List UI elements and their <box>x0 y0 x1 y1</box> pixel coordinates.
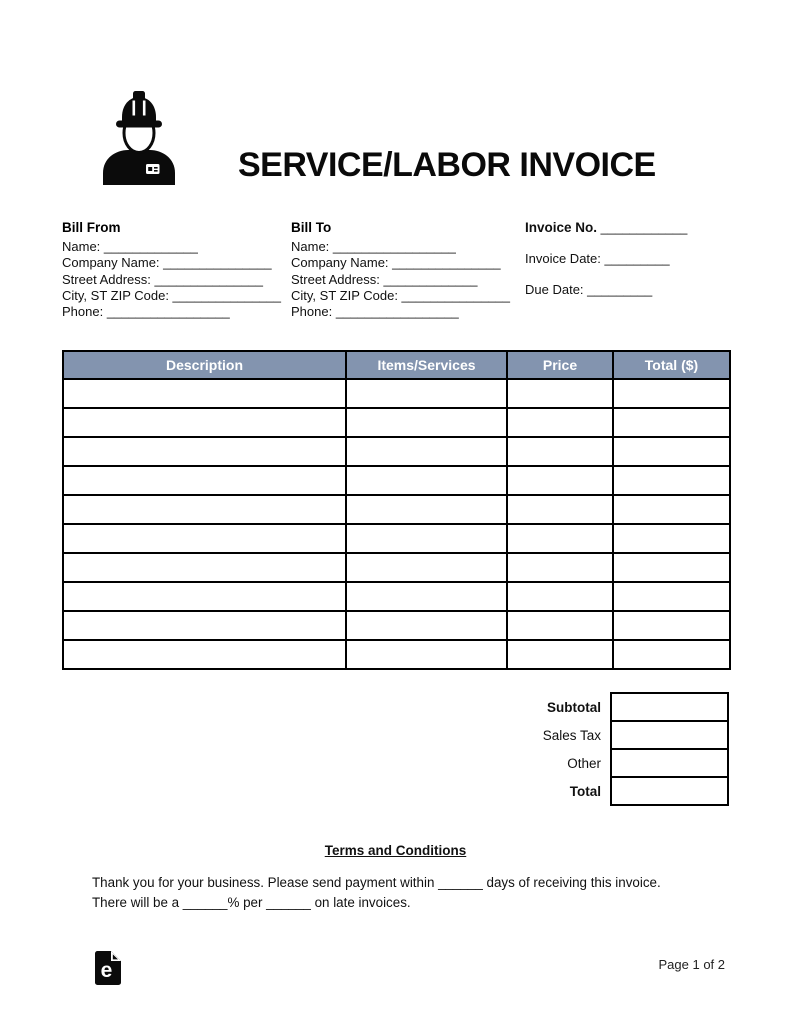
bill-to-company-field: Company Name: _______________ <box>291 255 501 271</box>
bill-from-name-field: Name: _____________ <box>62 239 198 255</box>
bill-to-section <box>291 220 517 320</box>
other-label: Other <box>567 755 601 771</box>
line-item-row <box>63 379 730 408</box>
line-item-row <box>63 495 730 524</box>
invoice-date-label: Invoice Date: <box>525 251 601 266</box>
line-item-cell <box>63 611 346 640</box>
invoice-number-blank: ____________ <box>597 220 688 235</box>
bill-from-section <box>62 220 288 320</box>
line-item-row <box>63 611 730 640</box>
bill-to-street-field: Street Address: _____________ <box>291 271 478 287</box>
line-item-cell <box>346 582 507 611</box>
line-item-cell <box>346 379 507 408</box>
header-price: Price <box>507 351 613 379</box>
bill-to-heading: Bill To <box>291 220 332 235</box>
line-item-cell <box>63 582 346 611</box>
line-item-cell <box>63 640 346 669</box>
line-item-row <box>63 408 730 437</box>
sales-tax-value-box <box>610 720 729 750</box>
line-item-cell <box>346 408 507 437</box>
line-items-table <box>62 350 731 670</box>
line-item-cell <box>613 611 730 640</box>
bill-from-city-field: City, ST ZIP Code: _______________ <box>62 287 281 303</box>
subtotal-row <box>62 692 729 722</box>
invoice-date-field <box>525 251 740 266</box>
bill-from-phone-field: Phone: _________________ <box>62 304 230 320</box>
line-item-row <box>63 582 730 611</box>
line-item-cell <box>507 553 613 582</box>
line-item-cell <box>63 379 346 408</box>
eforms-logo-icon <box>95 951 121 985</box>
bill-from-heading: Bill From <box>62 220 121 235</box>
header-total: Total ($) <box>613 351 730 379</box>
invoice-number-label: Invoice No. <box>525 220 598 235</box>
line-item-cell <box>63 466 346 495</box>
line-item-cell <box>346 437 507 466</box>
summary-section <box>62 692 729 806</box>
bill-from-street-field: Street Address: _______________ <box>62 271 263 287</box>
line-item-row <box>63 553 730 582</box>
line-item-cell <box>613 553 730 582</box>
total-row <box>62 776 729 806</box>
bill-to-phone-field: Phone: _________________ <box>291 304 459 320</box>
line-item-cell <box>613 466 730 495</box>
line-item-cell <box>613 379 730 408</box>
line-item-cell <box>346 553 507 582</box>
line-item-cell <box>613 524 730 553</box>
other-value-box <box>610 748 729 778</box>
line-item-row <box>63 437 730 466</box>
line-item-cell <box>346 640 507 669</box>
line-item-cell <box>507 466 613 495</box>
line-item-cell <box>507 582 613 611</box>
line-item-cell <box>63 495 346 524</box>
line-item-row <box>63 640 730 669</box>
line-item-cell <box>613 437 730 466</box>
bill-to-city-field: City, ST ZIP Code: _______________ <box>291 287 510 303</box>
svg-text:e: e <box>100 959 113 982</box>
line-item-cell <box>613 582 730 611</box>
invoice-number-field <box>525 220 740 235</box>
line-item-cell <box>346 495 507 524</box>
line-item-cell <box>613 408 730 437</box>
line-item-cell <box>507 524 613 553</box>
subtotal-value-box <box>610 692 729 722</box>
line-item-cell <box>613 495 730 524</box>
line-item-cell <box>613 640 730 669</box>
invoice-meta-section <box>525 220 740 313</box>
line-item-cell <box>63 524 346 553</box>
due-date-field <box>525 282 740 297</box>
due-date-blank: _________ <box>583 282 653 297</box>
sales-tax-row <box>62 720 729 750</box>
line-item-cell <box>507 640 613 669</box>
line-item-cell <box>507 495 613 524</box>
line-item-cell <box>507 437 613 466</box>
line-item-row <box>63 524 730 553</box>
bill-from-company-field: Company Name: _______________ <box>62 255 272 271</box>
header-description: Description <box>63 351 346 379</box>
line-item-cell <box>346 466 507 495</box>
subtotal-label: Subtotal <box>547 699 601 715</box>
line-item-row <box>63 466 730 495</box>
terms-heading: Terms and Conditions <box>324 843 467 858</box>
line-item-cell <box>63 553 346 582</box>
page-number-label: Page 1 of 2 <box>658 957 725 972</box>
line-item-cell <box>507 379 613 408</box>
invoice-date-blank: _________ <box>600 251 670 266</box>
line-items-body <box>63 379 730 669</box>
construction-worker-icon <box>99 87 179 187</box>
sales-tax-label: Sales Tax <box>542 727 601 743</box>
terms-body-text: Thank you for your business. Please send payment within ______ days of receiving this invoice. There will be a ______% per ______ on late invoices. <box>92 875 661 910</box>
due-date-label: Due Date: <box>525 282 584 297</box>
line-items-header-row <box>63 351 730 379</box>
total-value-box <box>610 776 729 806</box>
line-item-cell <box>346 524 507 553</box>
line-item-cell <box>507 408 613 437</box>
document-title: SERVICE/LABOR INVOICE <box>238 146 656 184</box>
line-item-cell <box>63 437 346 466</box>
header-items-services: Items/Services <box>346 351 507 379</box>
line-item-cell <box>346 611 507 640</box>
line-item-cell <box>507 611 613 640</box>
bill-to-name-field: Name: _________________ <box>291 239 456 255</box>
other-row <box>62 748 729 778</box>
line-item-cell <box>63 408 346 437</box>
total-label: Total <box>569 783 601 799</box>
